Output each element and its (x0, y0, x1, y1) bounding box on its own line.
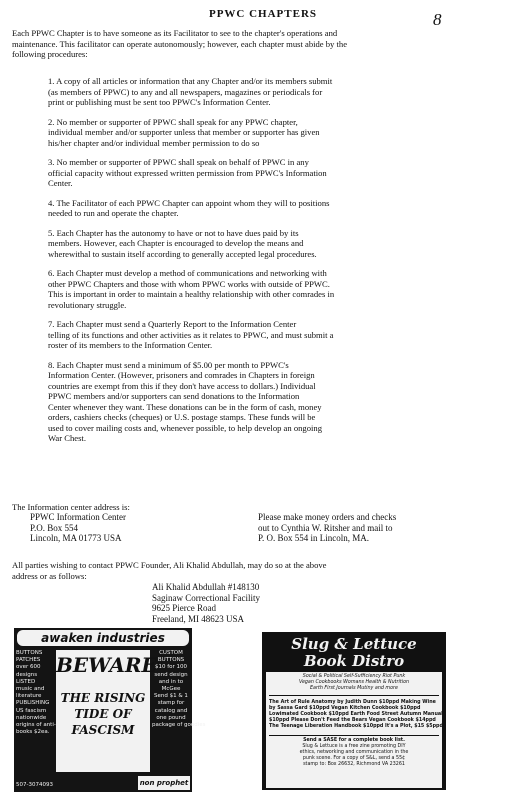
rising-tide-text: THE RISING TIDE OF FASCISM (60, 691, 146, 737)
intro-line: Each PPWC Chapter is to have someone as its Facilitator to see to the chapter's operations and (12, 28, 338, 38)
procedure-item-4: 4. The Facilitator of each PPWC Chapter can appoint whom they will to positions needed to run and operate the chapter. (48, 197, 330, 218)
awaken-ad-left-column: BUTTONS PATCHES over 600 designs LISTED music and literature PUBLISHING US fascism nationwide origins of anti- books $2ea. (16, 650, 56, 736)
page-number: 8 (433, 10, 442, 29)
procedure-item-3: 3. No member or supporter of PPWC shall speak on behalf of PPWC in any official capacity without expressed written permission from PPWC's Information Center. (48, 157, 327, 188)
procedure-item-7: 7. Each Chapter must send a Quarterly Report to the Information Center telling of its functions and other activities as it relates to PPWC, and must submit a roster of its members to the Information Center. (48, 319, 334, 350)
page-title: PPWC CHAPTERS (208, 8, 318, 20)
contact-intro: All parties wishing to contact PPWC Founder, Ali Khalid Abdullah, may do so at the above address or as follows: (12, 560, 327, 581)
procedure-item-6: 6. Each Chapter must develop a method of communications and networking with other PPWC Chapters and those with whom PPWC works with outside of PPWC. This is important in order to maintain a healthy relationship with other comrades in revolutionary struggle. (48, 268, 335, 310)
slug-ad-book-list: The Art of Rule Anatomy by Judith Dunn $10ppd Making Wine by Sassa Gard $10ppd Vegan Kitchen Cookbook $10ppd Lowimated Cookbook $10ppd Earth Food Street Autumn Manual $10ppd Please Don't Feed the Bears Vegan Cookbook $14ppd The Teenage Liberation Handbook $10ppd It's a Plot, $15 $5ppd (269, 699, 443, 730)
divider (269, 735, 439, 736)
awaken-ad-right-column: CUSTOM BUTTONS $10 for 100 send design and in to McGee Send $1 & 1 stamp for catalog and one pound package of goodies (152, 650, 206, 729)
beware-heading: BEWARE (56, 653, 157, 677)
awaken-industries-ad (14, 628, 206, 792)
divider (269, 695, 439, 696)
info-center-label: The Information center address is: (12, 502, 130, 512)
slug-ad-footer: Send a SASE for a complete book list. Slug & Lettuce is a free zine promoting DIY ethics, networking and communication in the punk scene. For a copy of S&L, send a 55¢ stamp to: Box 26632, Richmond VA 23261 (299, 737, 409, 768)
slug-lettuce-ad (262, 632, 446, 790)
intro-line: maintenance. This facilitator can operate autonomously; however, each chapter must abide by the (12, 38, 348, 49)
founder-address: Ali Khalid Abdullah #148130 Saginaw Correctional Facility 9625 Pierce Road Freeland, MI 48623 USA (152, 582, 260, 624)
procedure-item-1: 1. A copy of all articles or information that any Chapter and/or its members submit (as members of PPWC) to any and all newspapers, magazines or periodicals for print or publishing must be sent too PPWC's Information Center. (48, 76, 333, 107)
beware-poster (56, 650, 157, 772)
awaken-ad-phone: 507-3074093 (16, 782, 53, 788)
non-prophet-badge: non prophet (138, 776, 190, 790)
slug-ad-body (266, 672, 442, 788)
awaken-ad-title: awaken industries (17, 630, 189, 646)
info-center-address: PPWC Information Center P.O. Box 554 Lincoln, MA 01773 USA (30, 512, 126, 543)
intro-paragraph (12, 28, 516, 60)
procedure-item-2: 2. No member or supporter of PPWC shall speak for any PPWC chapter, individual member and/or supporter unless that member or supporter has given his/her chapter and/or individual member permission to do so (48, 116, 320, 148)
procedure-item-5: 5. Each Chapter has the autonomy to have or not to have dues paid by its members. However, each Chapter is encouraged to develop the means and wherewithal to sustain itself according to generally accepted legal procedures. (48, 227, 317, 259)
procedure-list (48, 76, 488, 453)
slug-ad-title: Slug & Lettuce Book Distro (291, 635, 417, 670)
slug-ad-subjects: Social & Political Self-Sufficiency Riot Punk Vegan Cookbooks Womans Health & Nutrition Earth First Journals Mutiny and more (298, 674, 410, 692)
procedure-item-8: 8. Each Chapter must send a minimum of $5.00 per month to PPWC's Information Center. (However, prisoners and comrades in Chapters in foreign countries are exempt from this if they don't have access to dollars.) Individual PPWC members and/or supporters can send donations to the Information Center whenever they want. These donations can be in the form of cash, money orders, cashiers checks (cheques) or U.S. postage stamps. These funds will be used to cover mailing costs and, whenever possible, to help develop an ongoing War Chest. (48, 359, 322, 443)
intro-line: following procedures: (12, 49, 88, 59)
money-order-note: Please make money orders and checks out to Cynthia W. Ritsher and mail to P. O. Box 554 in Lincoln, MA. (258, 512, 397, 543)
